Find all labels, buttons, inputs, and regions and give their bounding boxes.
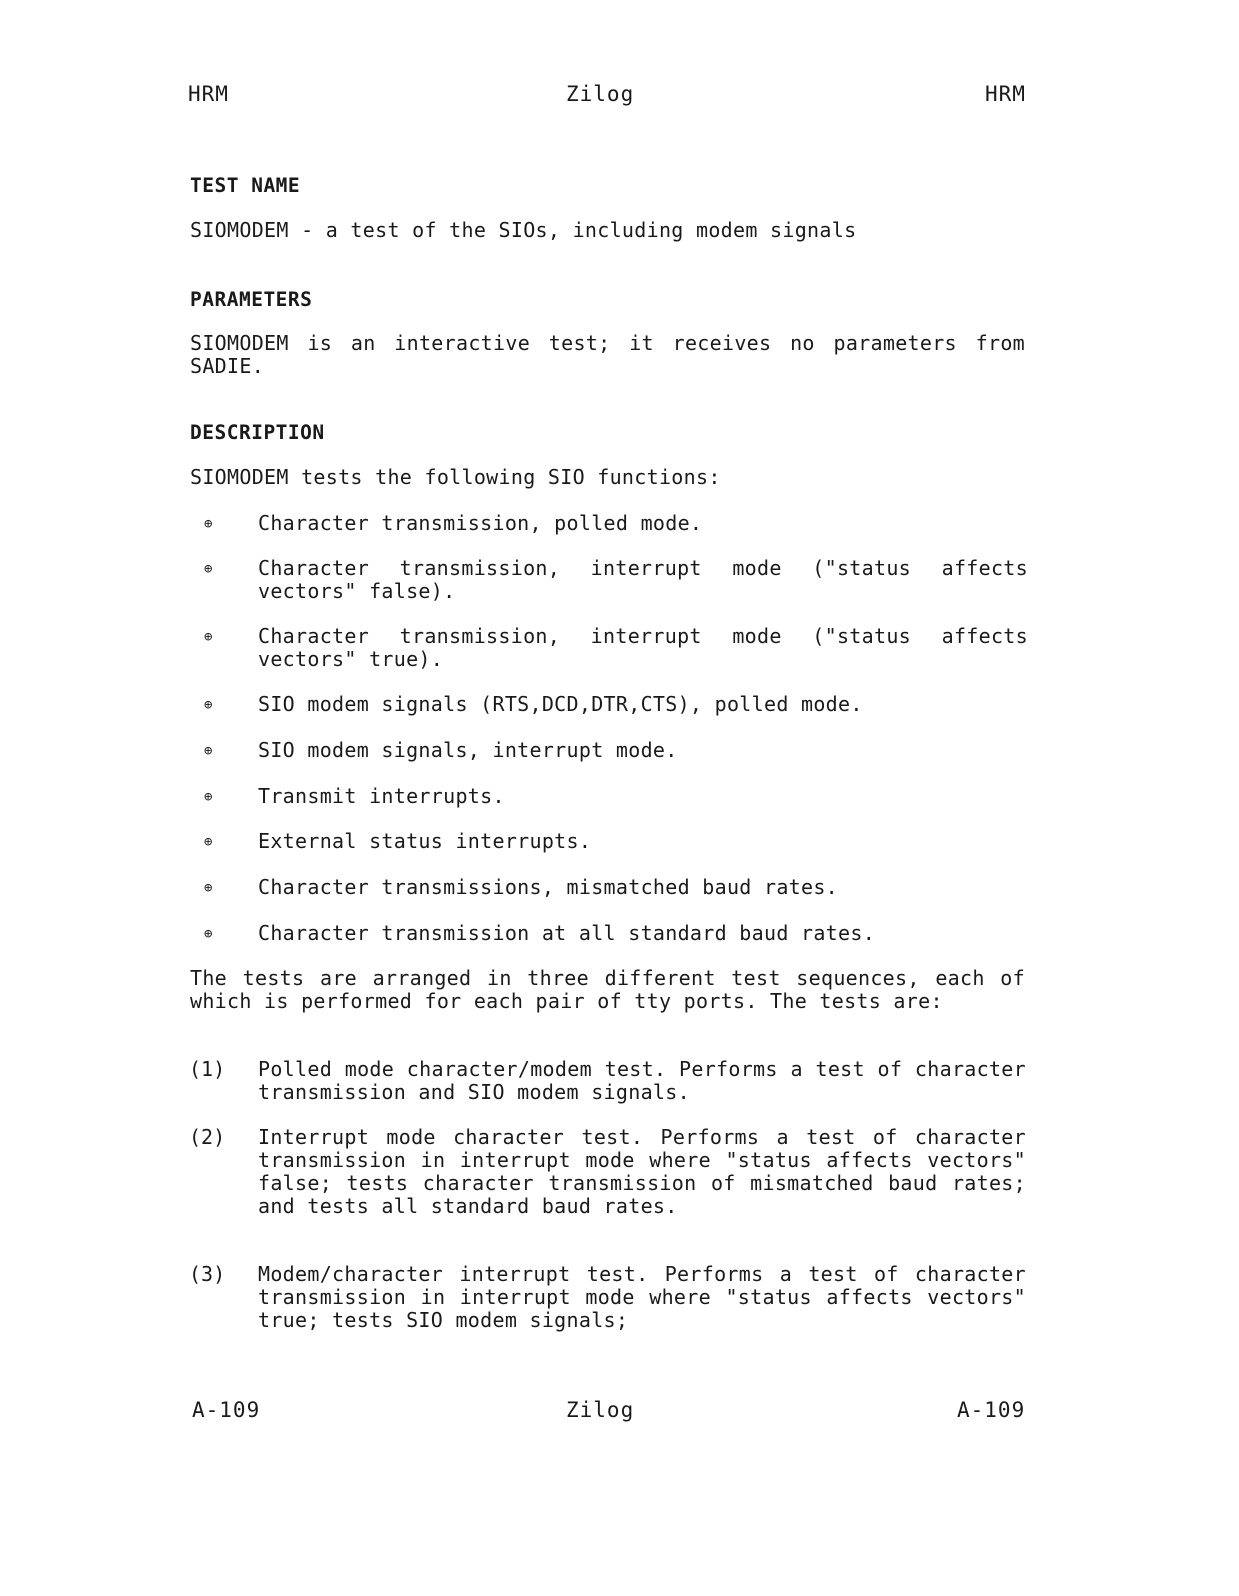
description-intro: SIOMODEM tests the following SIO functions: [190,465,721,489]
header-center: Zilog [566,82,635,106]
bullet-icon: ⊕ [204,880,213,896]
bullet-icon: ⊕ [204,789,213,805]
sequence-item: Modem/character interrupt test. Performs a test of character transmission in interrupt mode where "status affects vectors" true; tests SIO modem signals; [258,1262,1026,1332]
list-item: Character transmission, interrupt mode ("status affects vectors" true). [258,624,1028,671]
footer-right: A-109 [957,1398,1026,1422]
test-name-text: SIOMODEM - a test of the SIOs, including modem signals [190,218,857,242]
footer-center: Zilog [566,1398,635,1422]
list-item: SIO modem signals (RTS,DCD,DTR,CTS), polled mode. [258,692,863,716]
list-item: SIO modem signals, interrupt mode. [258,738,678,762]
header-left: HRM [188,82,229,106]
list-item: Character transmission, polled mode. [258,511,703,535]
sequence-item: Interrupt mode character test. Performs a test of character transmission in interrupt mode where "status affects vectors" false; tests character transmission of mismatched baud rates; and tests all standard baud rates. [258,1125,1026,1218]
bullet-icon: ⊕ [204,697,213,713]
bullet-icon: ⊕ [204,516,213,532]
sequence-number: (3) [189,1262,226,1286]
list-item: Character transmission, interrupt mode ("status affects vectors" false). [258,556,1028,603]
bullet-icon: ⊕ [204,743,213,759]
footer-left: A-109 [192,1398,261,1422]
bullet-icon: ⊕ [204,926,213,942]
section-heading-test-name: TEST NAME [190,174,301,197]
list-item: External status interrupts. [258,829,592,853]
sequences-intro: The tests are arranged in three different test sequences, each of which is performed for each pair of tty ports. The tests are: [190,966,1025,1013]
bullet-icon: ⊕ [204,561,213,577]
bullet-icon: ⊕ [204,834,213,850]
section-heading-description: DESCRIPTION [190,421,325,444]
header-right: HRM [985,82,1026,106]
sequence-number: (1) [189,1057,226,1081]
sequence-item: Polled mode character/modem test. Performs a test of character transmission and SIO modem signals. [258,1057,1026,1104]
list-item: Transmit interrupts. [258,784,505,808]
bullet-icon: ⊕ [204,629,213,645]
section-heading-parameters: PARAMETERS [190,288,313,311]
sequence-number: (2) [189,1125,226,1149]
list-item: Character transmissions, mismatched baud rates. [258,875,839,899]
parameters-text: SIOMODEM is an interactive test; it receives no parameters from SADIE. [190,331,1025,378]
list-item: Character transmission at all standard baud rates. [258,921,876,945]
